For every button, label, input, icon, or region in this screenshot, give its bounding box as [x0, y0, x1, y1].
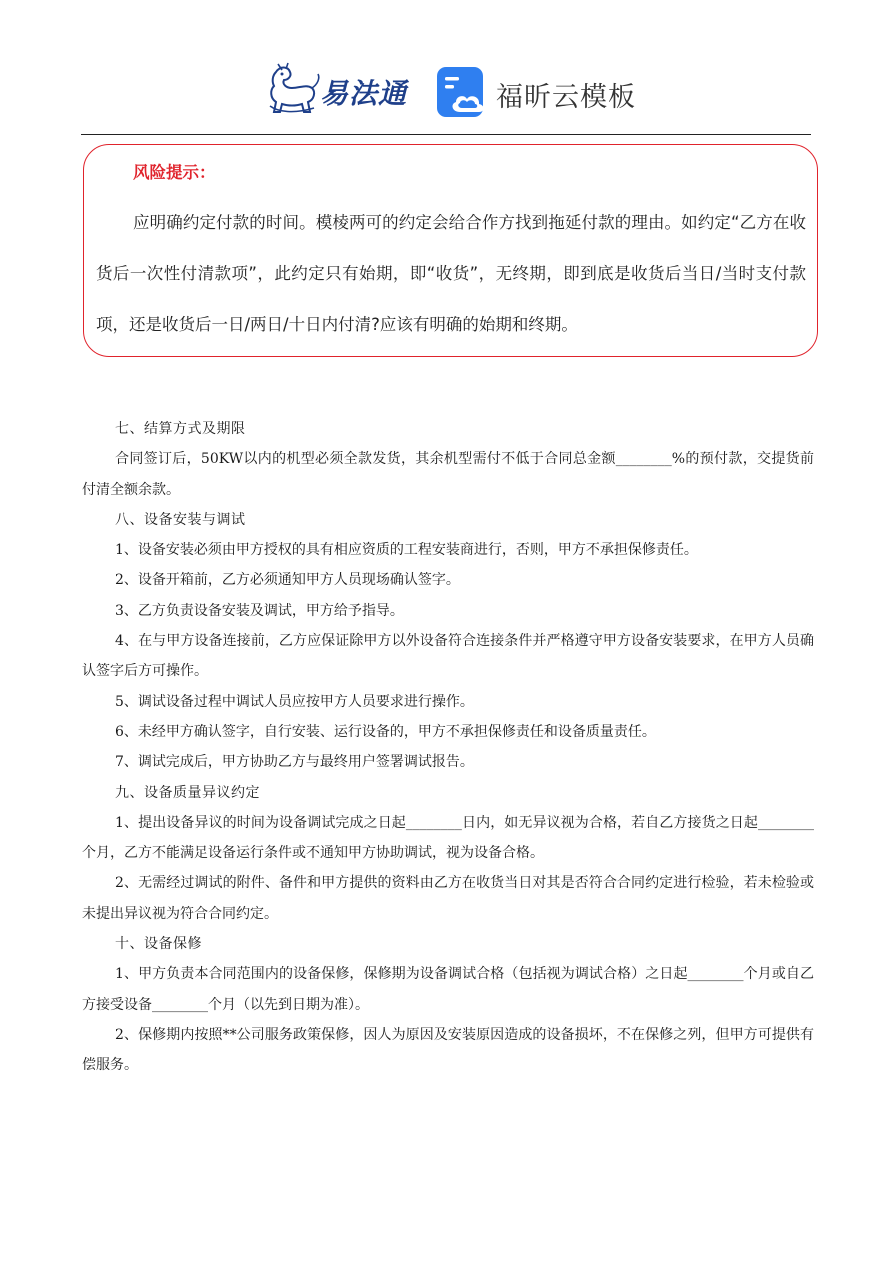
- foxit-logo-text: 福昕云模板: [496, 82, 636, 113]
- contract-body: [82, 414, 814, 1081]
- contract-paragraph: 合同签订后，50KW以内的机型必须全款发货，其余机型需付不低于合同总金额________%的预付款，交提货前付清全额余款。: [82, 451, 814, 498]
- risk-warning-title: 风险提示：: [133, 163, 216, 182]
- section-heading: 九、设备质量异议约定: [115, 784, 260, 801]
- contract-paragraph: 1、提出设备异议的时间为设备调试完成之日起________日内，如无异议视为合格，若自乙方接货之日起________个月，乙方不能满足设备运行条件或不通知甲方协助调试，视为设备合格。: [82, 814, 814, 862]
- risk-warning-text: 应明确约定付款的时间。模棱两可的约定会给合作方找到拖延付款的理由。如约定“乙方在收货后一次性付清款项”，此约定只有始期，即“收货”，无终期，即到底是收货后当日/当时支付款项，还是收货后一日/两日/十日内付清?应该有明确的始期和终期。: [96, 213, 806, 334]
- yifatong-logo-text: 易法通: [320, 77, 408, 110]
- contract-paragraph: 3、乙方负责设备安装及调试，甲方给予指导。: [115, 602, 404, 619]
- page-header: [0, 56, 893, 126]
- contract-paragraph: 4、在与甲方设备连接前，乙方应保证除甲方以外设备符合连接条件并严格遵守甲方设备安装要求，在甲方人员确认签字后方可操作。: [82, 633, 814, 680]
- contract-paragraph: 5、调试设备过程中调试人员应按甲方人员要求进行操作。: [115, 693, 474, 710]
- header-divider: [81, 134, 811, 135]
- qilin-mascot-icon: [262, 62, 322, 118]
- section-heading: 七、结算方式及期限: [115, 421, 246, 437]
- contract-paragraph: 2、无需经过调试的附件、备件和甲方提供的资料由乙方在收货当日对其是否符合合同约定进行检验，若未检验或未提出异议视为符合合同约定。: [82, 875, 814, 922]
- contract-paragraph: 2、设备开箱前，乙方必须通知甲方人员现场确认签字。: [115, 572, 460, 589]
- contract-paragraph: 2、保修期内按照**公司服务政策保修，因人为原因及安装原因造成的设备损坏，不在保修之列，但甲方可提供有偿服务。: [82, 1026, 814, 1074]
- yifatong-logo: [262, 62, 414, 118]
- document-cloud-icon: [436, 66, 488, 118]
- section-heading: 八、设备安装与调试: [115, 511, 246, 528]
- contract-paragraph: 1、甲方负责本合同范围内的设备保修，保修期为设备调试合格（包括视为调试合格）之日起________个月或自乙方接受设备________个月（以先到日期为准）。: [82, 966, 814, 1013]
- contract-paragraph: 6、未经甲方确认签字，自行安装、运行设备的，甲方不承担保修责任和设备质量责任。: [115, 723, 656, 740]
- section-heading: 十、设备保修: [115, 936, 202, 953]
- contract-paragraph: 7、调试完成后，甲方协助乙方与最终用户签署调试报告。: [115, 754, 474, 771]
- foxit-cloud-template-logo: [436, 64, 656, 120]
- risk-warning-box: [83, 144, 818, 357]
- contract-paragraph: 1、设备安装必须由甲方授权的具有相应资质的工程安装商进行，否则，甲方不承担保修责任。: [115, 542, 698, 559]
